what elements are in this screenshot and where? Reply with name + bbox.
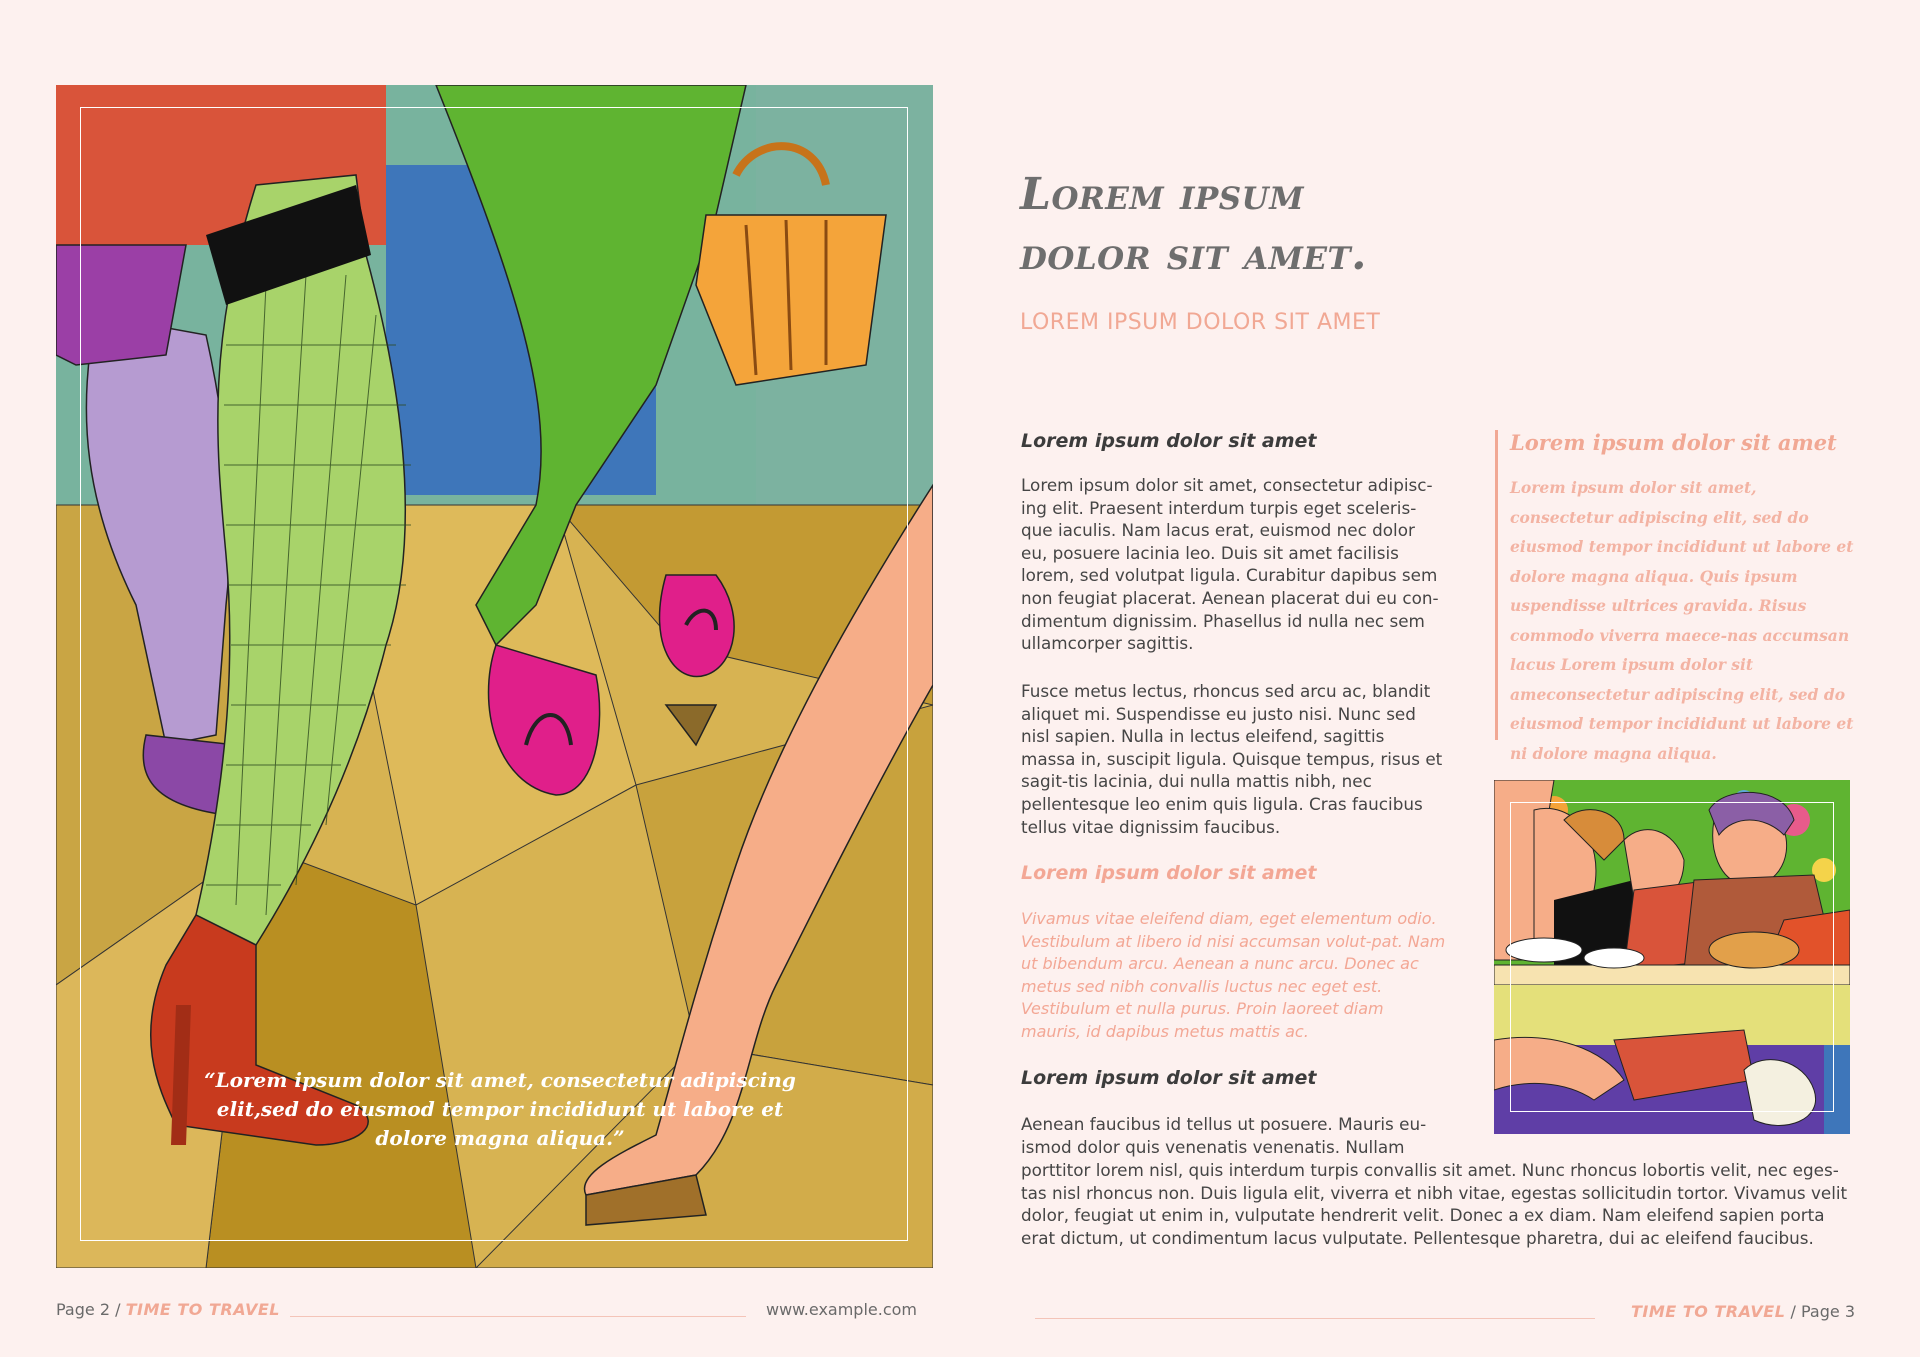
page-number-right: / Page 3	[1790, 1302, 1855, 1321]
title-line-2: dolor sit amet.	[1020, 229, 1367, 280]
sidebar-quote	[1495, 430, 1855, 763]
section-heading-1: Lorem ipsum dolor sit amet	[1021, 430, 1317, 452]
sidebar-text: Lorem ipsum dolor sit amet, consectetur adipiscing elit, sed do eiusmod tempor incididunt ut labore et dolore magna aliqua. Quis ipsum uspendisse ultrices gravida. Risus commodo viverra maece-nas accumsan lacus Lorem ipsum dolor sit ameconsectetur adipiscing elit, sed do eiusmod tempor incididunt ut labore et ni dolore magna aliqua.	[1510, 478, 1854, 763]
section-3-text: porttitor lorem nisl, quis interdum turpis convallis sit amet. Nunc rhoncus lobortis velit, nec eges-tas nisl rhoncus non. Duis ligula elit, viverra et nibh vitae, egestas sollicitudin tortor. Vivamus velit dolor, feugiat ut enim in, vulputate hendrerit velit. Donec a ex diam. Nam eleifend sapien porta erat dictum, ut condimentum lacus vulputate. Pellentesque pharetra, dui ac eleifend faucibus.	[1021, 1160, 1848, 1248]
section-3-line-2: ismod dolor quis venenatis venenatis. Nullam	[1021, 1137, 1405, 1157]
footer-left	[56, 1300, 280, 1319]
footer-divider-left	[290, 1316, 746, 1317]
section-heading-3: Lorem ipsum dolor sit amet	[1021, 1067, 1317, 1089]
page-number-left: Page 2 /	[56, 1300, 121, 1319]
section-1-paragraph-2: Fusce metus lectus, rhoncus sed arcu ac, blandit aliquet mi. Suspendisse eu justo nisi. Nunc sed nisl sapien. Nulla in lectus eleifend, sagittis massa in, suscipit ligula. Quisque tempus, risus et sagit-tis lacinia, dui nulla mattis nibh, nec pellentesque leo enim quis ligula. Cras faucibus tellus vitae dignissim faucibus.	[1021, 681, 1443, 837]
sidebar-heading: Lorem ipsum dolor sit amet	[1510, 430, 1837, 455]
website-link[interactable]: www.example.com	[766, 1300, 917, 1319]
section-3-line-1: Aenean faucibus id tellus ut posuere. Mauris eu-	[1021, 1114, 1427, 1134]
title-line-1: Lorem ipsum	[1020, 169, 1305, 220]
section-heading-2: Lorem ipsum dolor sit amet	[1021, 862, 1317, 884]
dinner-illustration	[1494, 780, 1850, 1134]
brand-left: TIME TO TRAVEL	[125, 1300, 280, 1319]
page-title	[1020, 165, 1367, 285]
pull-quote: “Lorem ipsum dolor sit amet, consectetur adipiscing elit,sed do eiusmod tempor incididunt ut labore et dolore magna aliqua.”	[204, 1068, 796, 1150]
section-2-text: Vivamus vitae eleifend diam, eget elementum odio. Vestibulum at libero id nisi accumsan volut-pat. Nam ut bibendum arcu. Aenean a nunc arcu. Donec ac metus sed nibh convallis luctus nec eget est. Vestibulum et nulla purus. Proin laoreet diam mauris, id dapibus metus mattis ac.	[1021, 909, 1446, 1041]
brand-right: TIME TO TRAVEL	[1631, 1302, 1786, 1321]
footer-divider-right	[1035, 1318, 1595, 1319]
footer-right	[1631, 1302, 1855, 1321]
section-1-paragraph-1: Lorem ipsum dolor sit amet, consectetur adipisc-ing elit. Praesent interdum turpis eget sceleris-que iaculis. Nam lacus erat, euismod nec dolor eu, posuere lacinia leo. Duis sit amet facilisis lorem, sed volutpat ligula. Curabitur dapibus sem non feugiat placerat. Aenean placerat dui eu con-dimentum dignissim. Phasellus id nulla nec sem ullamcorper sagittis.	[1021, 475, 1439, 654]
page-subtitle: LOREM IPSUM DOLOR SIT AMET	[1020, 310, 1381, 335]
